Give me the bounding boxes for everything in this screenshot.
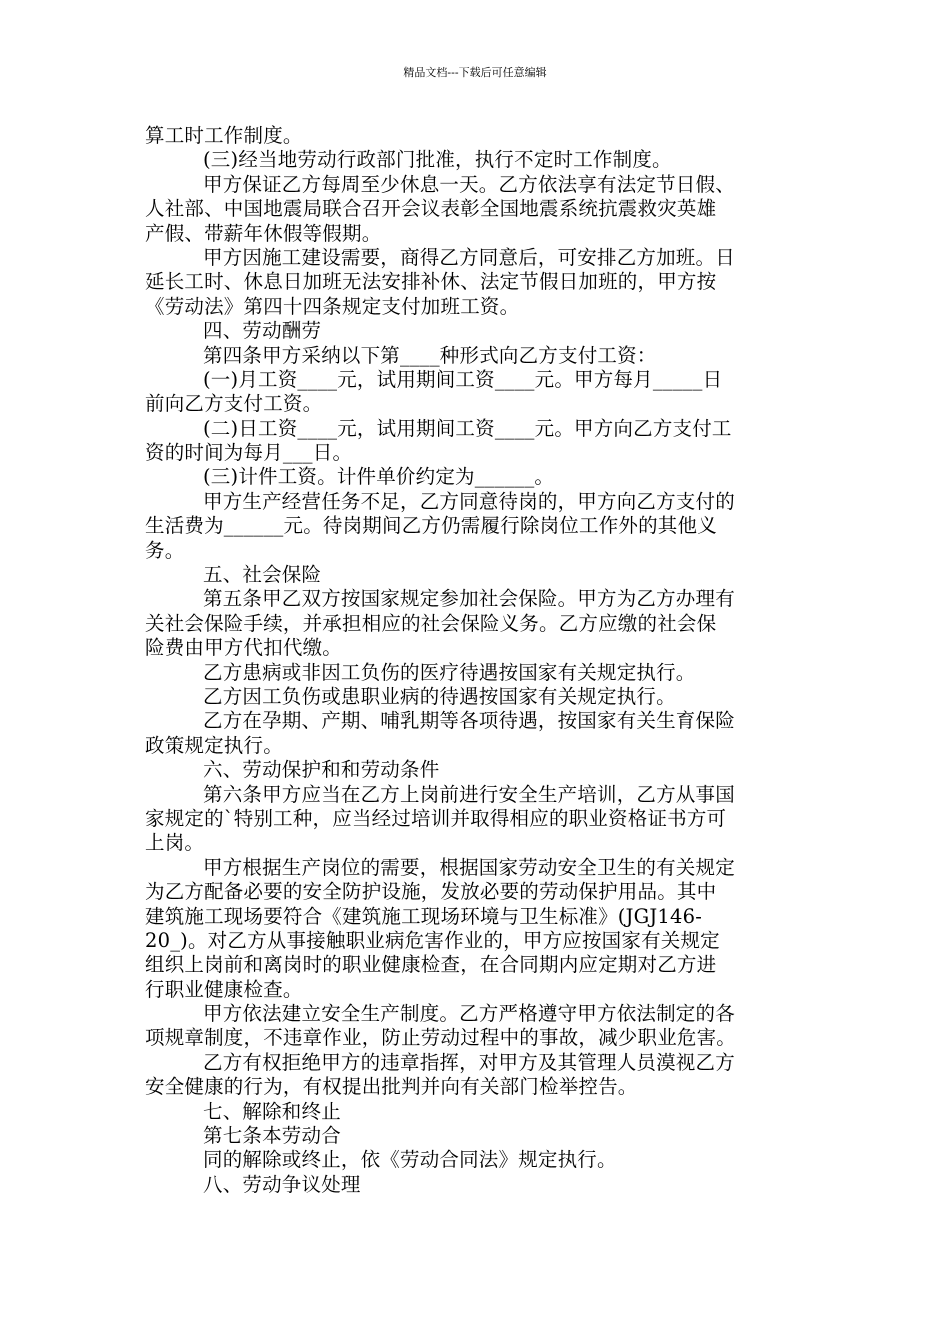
- text-line: 甲方因施工建设需要，商得乙方同意后，可安排乙方加班。日: [203, 245, 735, 269]
- text-line: 第七条本劳动合: [203, 1124, 341, 1148]
- text-line: 乙方因工负伤或患职业病的待遇按国家有关规定执行。: [203, 684, 676, 708]
- text-line: 务。: [145, 538, 185, 562]
- text-line: 甲方保证乙方每周至少休息一天。乙方依法享有法定节日假、: [203, 172, 735, 196]
- text-line: 前向乙方支付工资。: [145, 392, 323, 416]
- text-line: 第六条甲方应当在乙方上岗前进行安全生产培训，乙方从事国: [203, 782, 735, 806]
- text-line: 甲方生产经营任务不足，乙方同意待岗的，甲方向乙方支付的: [203, 489, 735, 513]
- text-line: 人社部、中国地震局联合召开会议表彰全国地震系统抗震救灾英雄: [145, 197, 717, 221]
- text-line: 第五条甲乙双方按国家规定参加社会保险。甲方为乙方办理有: [203, 587, 735, 611]
- text-line: 生活费为______元。待岗期间乙方仍需履行除岗位工作外的其他义: [145, 514, 717, 538]
- text-line: 政策规定执行。: [145, 733, 283, 757]
- text-line: 组织上岗前和离岗时的职业健康检查，在合同期内应定期对乙方进: [145, 953, 717, 977]
- text-line: 建筑施工现场要符合《建筑施工现场环境与卫生标准》(JGJ146-: [145, 904, 703, 928]
- text-line: 为乙方配备必要的安全防护设施，发放必要的劳动保护用品。其中: [145, 880, 717, 904]
- text-line: 算工时工作制度。: [145, 124, 303, 147]
- text-line: 行职业健康检查。: [145, 977, 303, 1001]
- text-line: 《劳动法》第四十四条规定支付加班工资。: [145, 294, 520, 318]
- text-line: 险费由甲方代扣代缴。: [145, 636, 343, 660]
- text-line: 第四条甲方采纳以下第____种形式向乙方支付工资：: [203, 343, 657, 367]
- text-line: (一)月工资____元，试用期间工资____元。甲方每月_____日: [203, 367, 723, 391]
- text-line: 安全健康的行为，有权提出批判并向有关部门检举控告。: [145, 1075, 638, 1099]
- text-line: 八、劳动争议处理: [203, 1172, 361, 1196]
- text-line: (二)日工资____元，试用期间工资____元。甲方向乙方支付工: [203, 416, 732, 440]
- page-header: 精品文档---下载后可任意编辑: [403, 66, 547, 79]
- text-line: 20_)。对乙方从事接触职业病危害作业的，甲方应按国家有关规定: [145, 928, 720, 952]
- text-line: 七、解除和终止: [203, 1099, 341, 1123]
- text-line: 同的解除或终止，依《劳动合同法》规定执行。: [203, 1148, 617, 1172]
- document-body: [145, 124, 809, 1197]
- text-line: 甲方根据生产岗位的需要，根据国家劳动安全卫生的有关规定: [203, 855, 735, 879]
- text-line: 延长工时、休息日加班无法安排补休、法定节假日加班的，甲方按: [145, 270, 717, 294]
- text-line: 甲方依法建立安全生产制度。乙方严格遵守甲方依法制定的各: [203, 1002, 735, 1026]
- text-line: 家规定的`特别工种，应当经过培训并取得相应的职业资格证书方可: [145, 806, 727, 830]
- text-line: 上岗。: [145, 831, 205, 855]
- text-line: 资的时间为每月___日。: [145, 441, 353, 465]
- text-line: 产假、带薪年休假等假期。: [145, 221, 382, 245]
- text-line: 五、社会保险: [203, 563, 322, 587]
- text-line: 六、劳动保护和和劳动条件: [203, 758, 440, 782]
- text-line: 乙方有权拒绝甲方的违章指挥，对甲方及其管理人员漠视乙方: [203, 1050, 735, 1074]
- text-line: (三)经当地劳动行政部门批准，执行不定时工作制度。: [203, 148, 672, 172]
- text-line: 项规章制度，不违章作业，防止劳动过程中的事故，减少职业危害。: [145, 1026, 737, 1050]
- text-line: 四、劳动酬劳: [203, 319, 322, 343]
- text-line: (三)计件工资。计件单价约定为______。: [203, 465, 555, 489]
- text-line: 乙方患病或非因工负伤的医疗待遇按国家有关规定执行。: [203, 660, 696, 684]
- text-line: 乙方在孕期、产期、哺乳期等各项待遇，按国家有关生育保险: [203, 709, 735, 733]
- text-line: 关社会保险手续，并承担相应的社会保险义务。乙方应缴的社会保: [145, 611, 717, 635]
